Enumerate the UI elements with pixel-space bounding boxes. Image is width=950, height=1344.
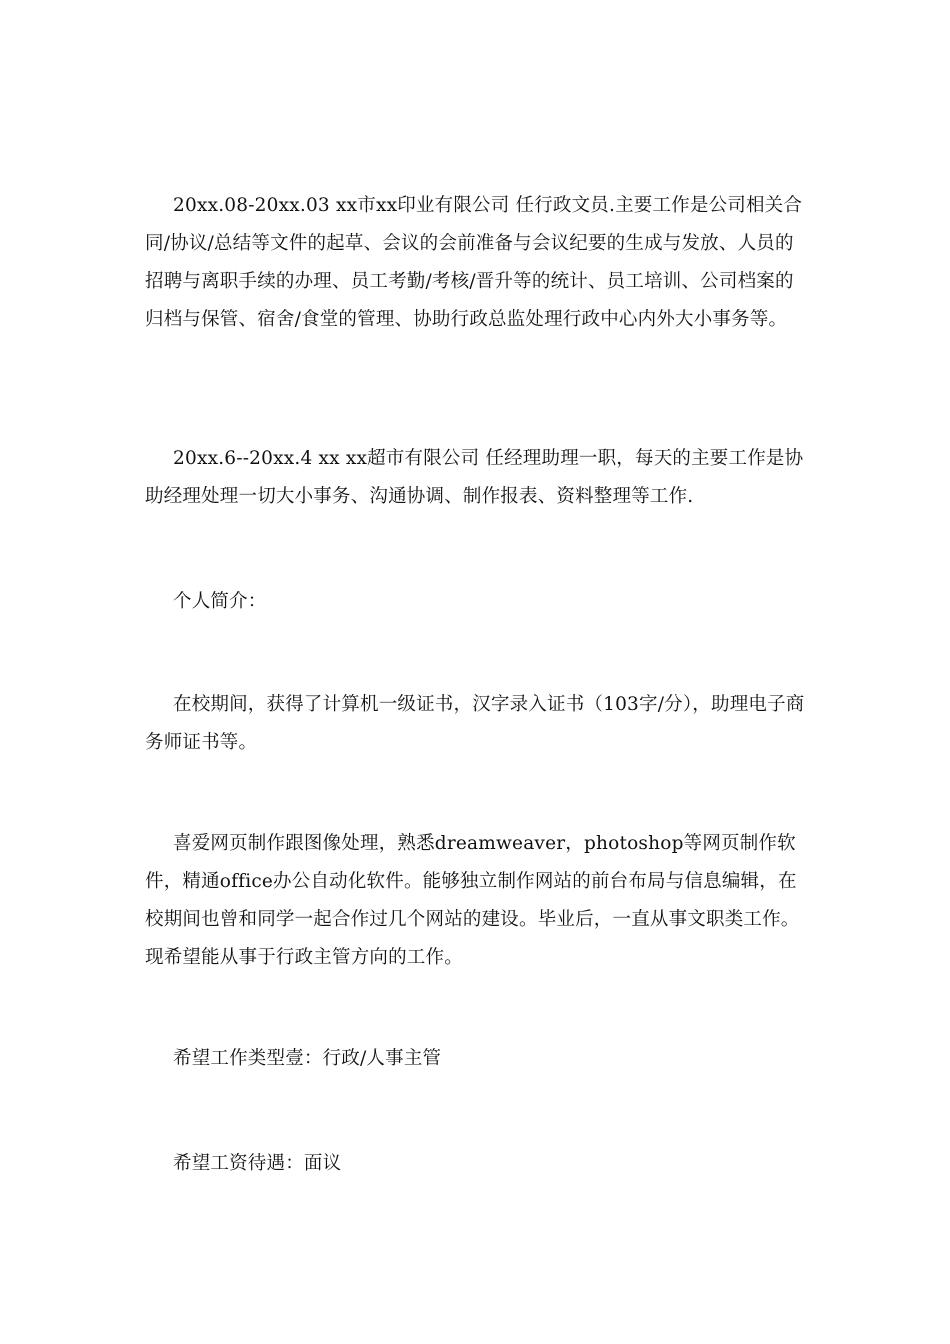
skills-paragraph: 喜爱网页制作跟图像处理，熟悉dreamweaver，photoshop等网页制作软件，精通office办公自动化软件。能够独立制作网站的前台布局与信息编辑，在校期间也曾和同学一起合作过几个网站的建设。毕业后，一直从事文职类工作。现希望能从事于行政主管方向的工作。 xyxy=(145,833,800,968)
work-experience-paragraph-2: 20xx.6--20xx.4 xx xx超市有限公司 任经理助理一职，每天的主要工作是协助经理处理一切大小事务、沟通协调、制作报表、资料整理等工作. xyxy=(145,448,804,507)
work-experience-paragraph-1: 20xx.08-20xx.03 xx市xx印业有限公司 任行政文员.主要工作是公司相关合同/协议/总结等文件的起草、会议的会前准备与会议纪要的生成与发放、人员的招聘与离职手续的办理、员工考勤/考核/晋升等的统计、员工培训、公司档案的归档与保管、宿舍/食堂的管理、协助行政总监处理行政中心内外大小事务等。 xyxy=(145,195,803,330)
section-heading-profile: 个人简介： xyxy=(173,591,267,612)
certificates-paragraph: 在校期间，获得了计算机一级证书，汉字录入证书（103字/分），助理电子商务师证书等。 xyxy=(145,694,805,753)
desired-salary: 希望工资待遇：面议 xyxy=(173,1153,342,1174)
desired-job-type: 希望工作类型壹：行政/人事主管 xyxy=(173,1048,442,1069)
